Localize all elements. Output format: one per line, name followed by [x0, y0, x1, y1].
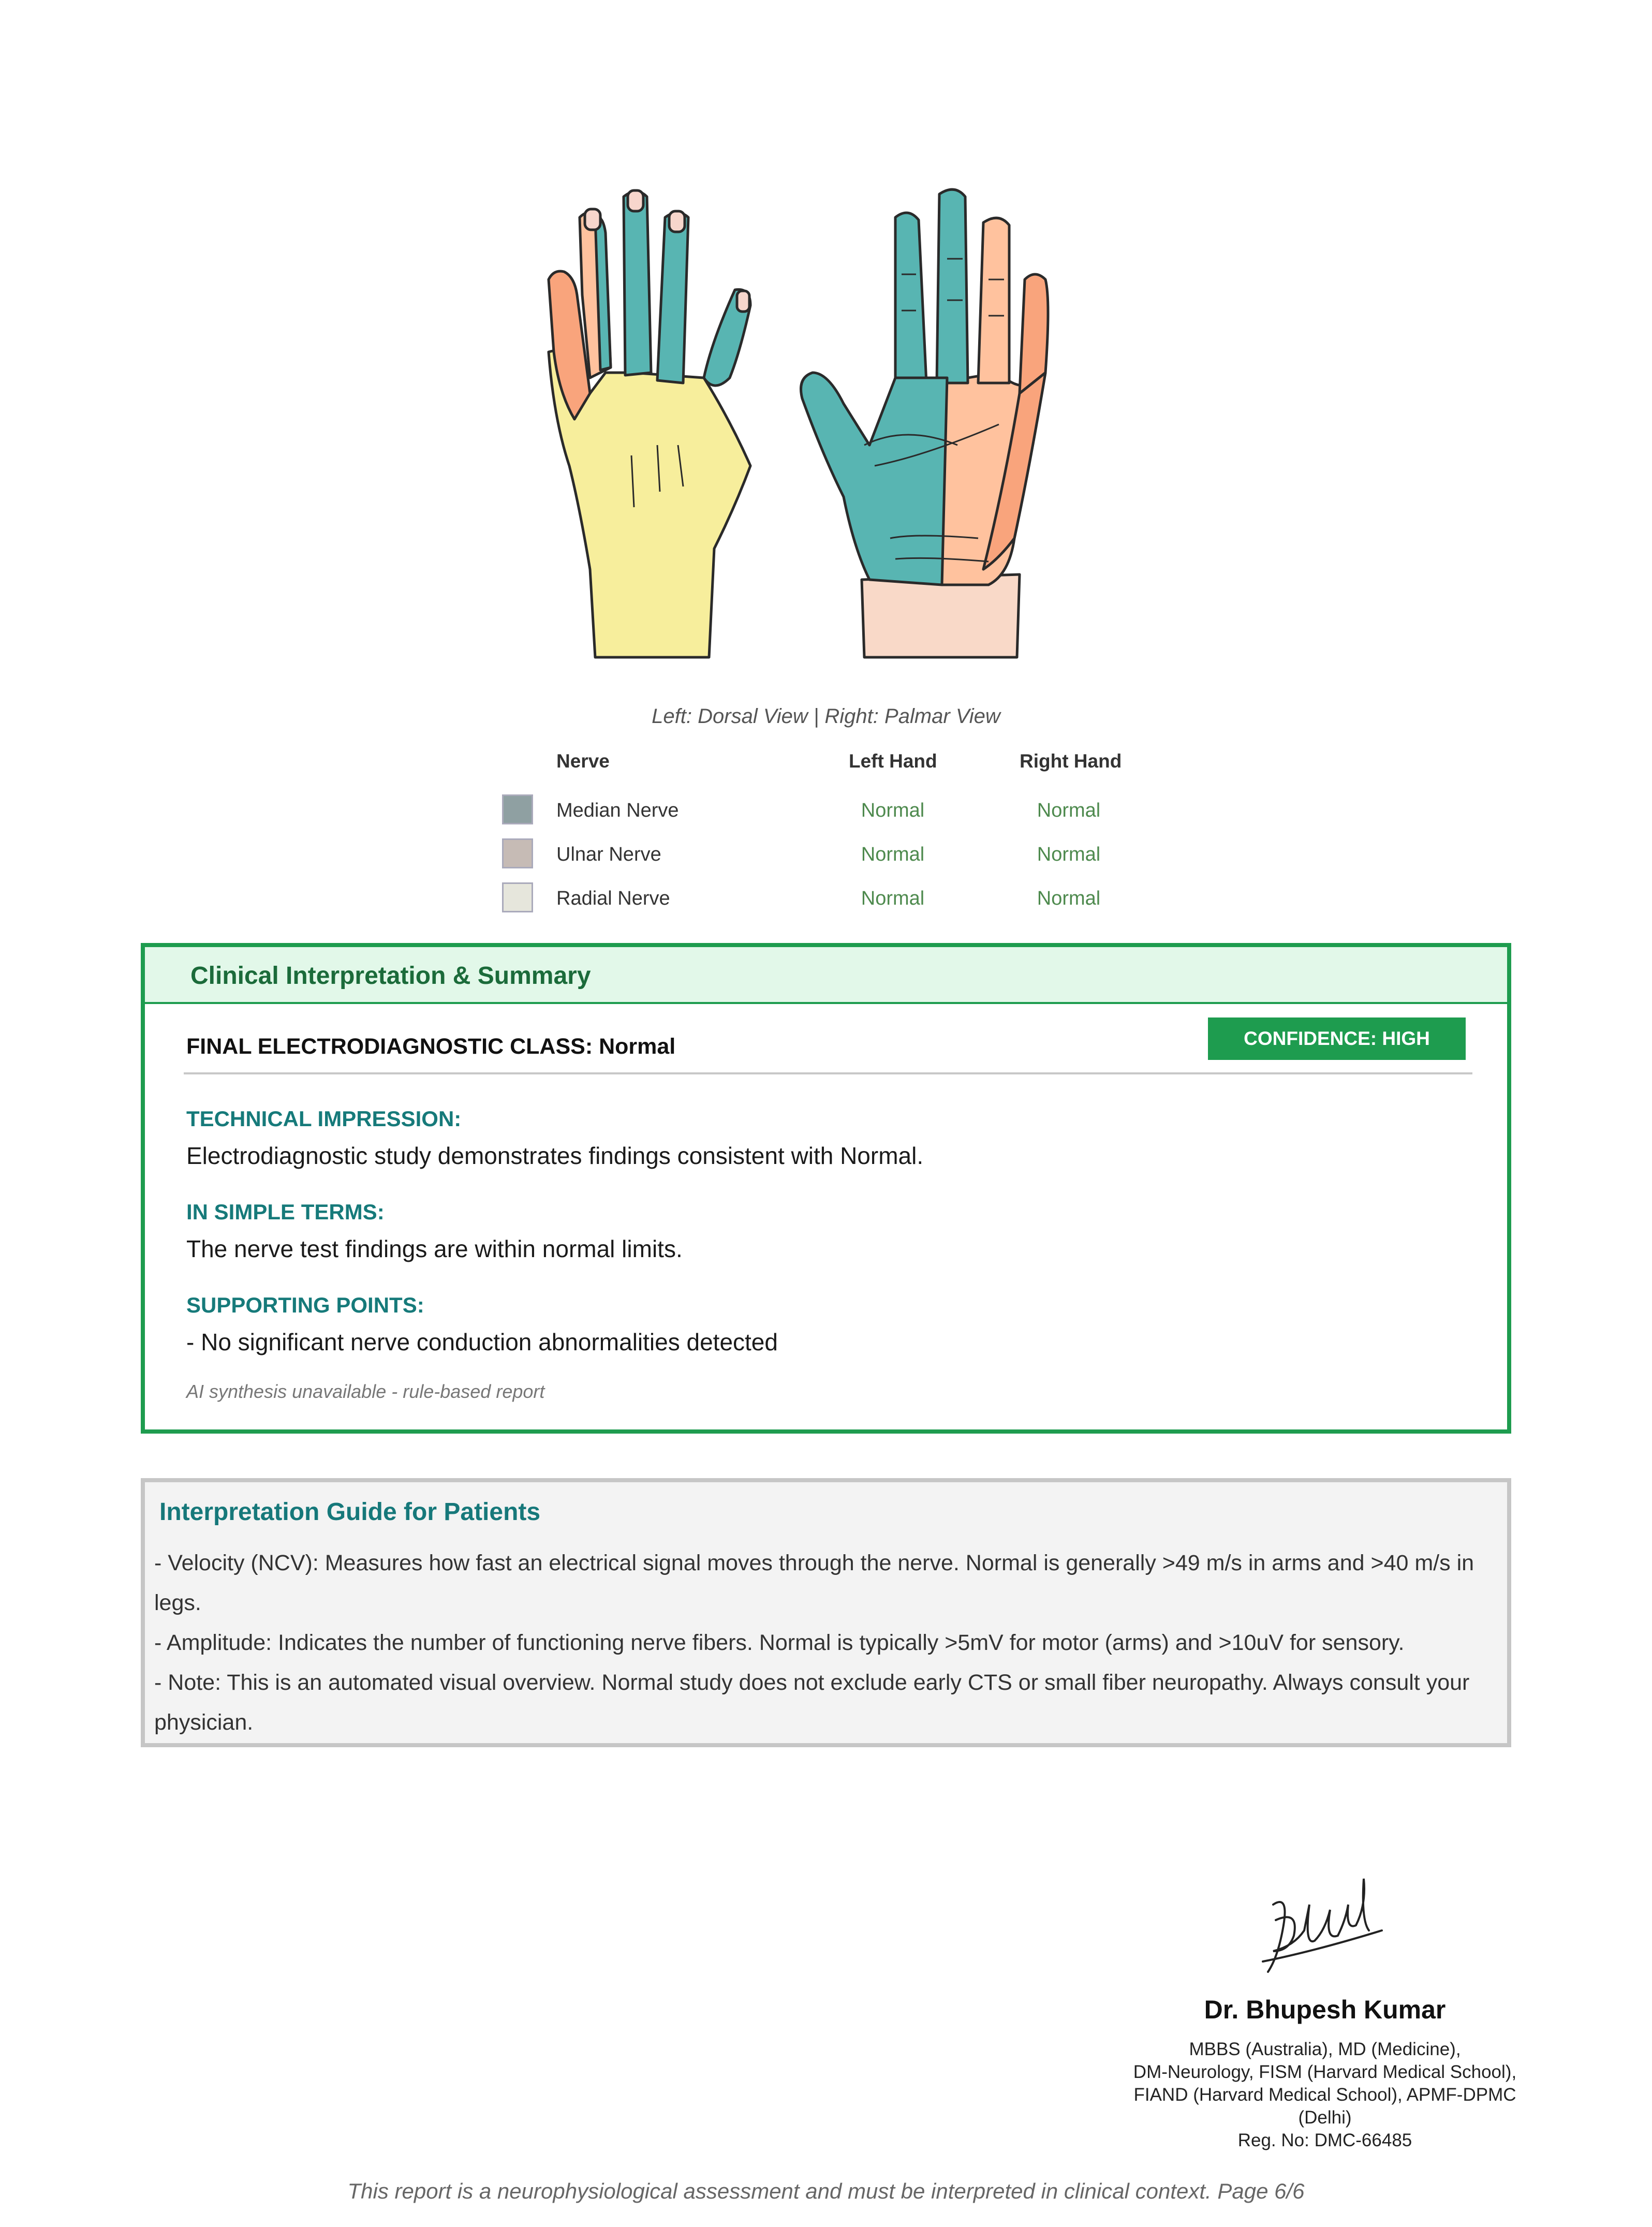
report-footer: This report is a neurophysiological assessment and must be interpreted in clinical context. Page 6/6: [347, 2179, 1305, 2203]
right-hand-palmar: [801, 189, 1049, 657]
divider: [184, 1072, 1472, 1074]
nerve-name: Median Nerve: [556, 800, 679, 821]
patient-guide-box: [141, 1478, 1511, 1747]
doctor-name: Dr. Bhupesh Kumar: [1204, 1995, 1446, 2024]
left-status: Normal: [861, 800, 925, 821]
simple-text: The nerve test findings are within normal limits.: [186, 1235, 683, 1262]
right-status: Normal: [1037, 844, 1101, 865]
doctor-credential: (Delhi): [1298, 2107, 1352, 2128]
table-row: [502, 794, 1123, 825]
supporting-heading: SUPPORTING POINTS:: [186, 1293, 424, 1317]
left-status: Normal: [861, 844, 925, 865]
right-status: Normal: [1037, 800, 1101, 821]
doctor-signature: [1252, 1874, 1387, 1977]
final-class: FINAL ELECTRODIAGNOSTIC CLASS: Normal: [186, 1034, 676, 1059]
right-little-finger: [1020, 274, 1048, 393]
right-ring-finger: [978, 218, 1009, 383]
guide-line: - Amplitude: Indicates the number of functioning nerve fibers. Normal is typically >5mV for motor (arms) and >10uV for sensory.: [154, 1630, 1405, 1655]
doctor-credential: DM-Neurology, FISM (Harvard Medical School),: [1133, 2062, 1517, 2082]
header-nerve: Nerve: [556, 750, 610, 772]
right-status: Normal: [1037, 888, 1101, 909]
illustration-caption: Left: Dorsal View | Right: Palmar View: [652, 705, 1000, 728]
doctor-credential: FIAND (Harvard Medical School), APMF-DPMC: [1133, 2085, 1516, 2105]
nerve-name: Radial Nerve: [556, 888, 670, 909]
right-middle-finger: [937, 189, 968, 383]
header-right-hand: Right Hand: [1020, 750, 1122, 772]
confidence-badge: CONFIDENCE: HIGH: [1208, 1017, 1466, 1060]
left-index-finger: [657, 213, 688, 383]
hand-nerve-illustration: [533, 176, 1133, 662]
right-wrist: [862, 574, 1020, 657]
guide-text: [154, 1543, 1500, 1743]
right-index-finger: [895, 213, 926, 383]
supporting-text: - No significant nerve conduction abnormalities detected: [186, 1329, 778, 1355]
table-row: [502, 838, 1123, 869]
guide-line: - Velocity (NCV): Measures how fast an electrical signal moves through the nerve. Normal is generally >49 m/s in arms and >40 m/s in legs.: [154, 1551, 1474, 1615]
doctor-credential: MBBS (Australia), MD (Medicine),: [1189, 2039, 1461, 2059]
header-left-hand: Left Hand: [849, 750, 937, 772]
ulnar-swatch: [502, 838, 533, 868]
median-swatch: [502, 794, 533, 824]
left-status: Normal: [861, 888, 925, 909]
guide-line: - Note: This is an automated visual overview. Normal study does not exclude early CTS or small fiber neuropathy. Always consult your physician.: [154, 1670, 1470, 1735]
technical-heading: TECHNICAL IMPRESSION:: [186, 1107, 462, 1131]
ai-note: AI synthesis unavailable - rule-based report: [186, 1381, 545, 1402]
clinical-summary-box: [141, 943, 1511, 1434]
summary-title: Clinical Interpretation & Summary: [190, 962, 591, 990]
table-row: [502, 882, 1123, 913]
left-middle-finger: [624, 191, 651, 375]
left-hand-dorsal: [549, 190, 750, 657]
guide-title: Interpretation Guide for Patients: [159, 1498, 541, 1526]
technical-text: Electrodiagnostic study demonstrates findings consistent with Normal.: [186, 1142, 924, 1169]
summary-header: [145, 947, 1507, 1004]
radial-swatch: [502, 882, 533, 912]
doctor-registration: Reg. No: DMC-66485: [1237, 2130, 1412, 2150]
nerve-name: Ulnar Nerve: [556, 844, 661, 865]
simple-heading: IN SIMPLE TERMS:: [186, 1200, 385, 1224]
right-median-region: [801, 373, 948, 585]
